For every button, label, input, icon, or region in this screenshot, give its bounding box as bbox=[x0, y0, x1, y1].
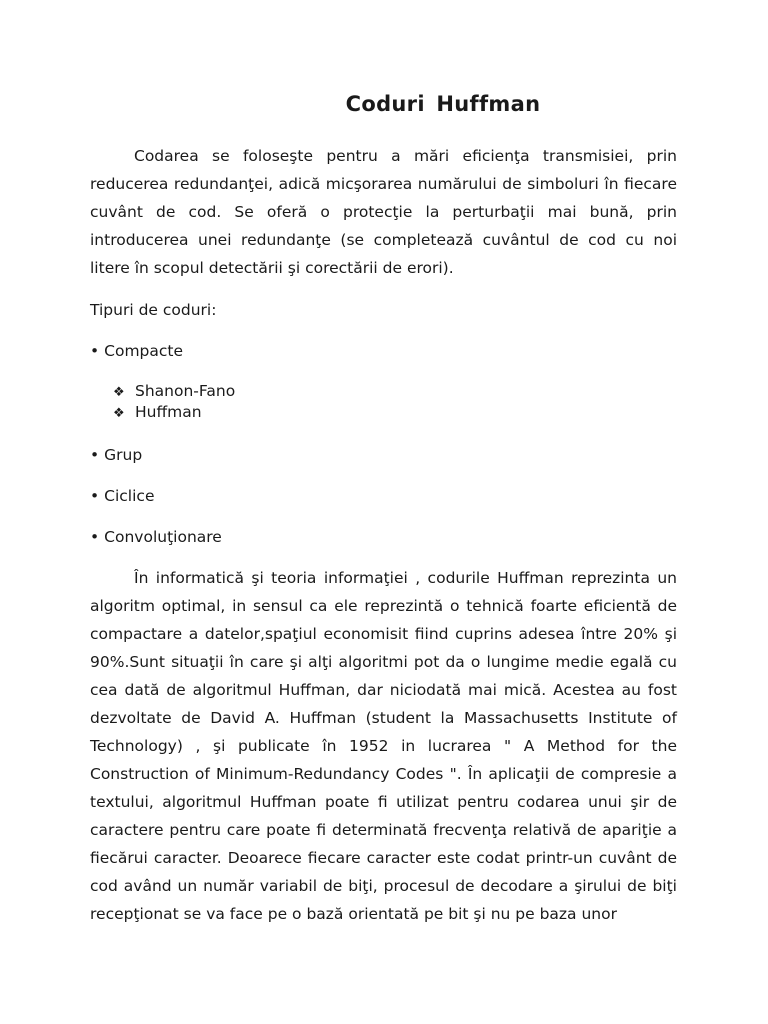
sub-list-item-label: Shanon-Fano bbox=[135, 382, 236, 400]
bullet-icon: • bbox=[90, 528, 100, 546]
diamond-bullet-icon: ❖ bbox=[113, 406, 125, 421]
list-item-label: Grup bbox=[104, 446, 143, 464]
intro-paragraph: Codarea se foloseşte pentru a mări eficienţa transmisiei, prin reducerea redundanţei, adică micşorarea numărului de simboluri în fiecare cuvânt de cod. Se oferă o protecţie la perturbaţii mai bună, prin introducerea unei redundanţe (se completează cuvântul de cod cu noi litere în scopul detectării şi corectării de erori). bbox=[90, 147, 677, 277]
diamond-bullet-icon: ❖ bbox=[113, 385, 125, 400]
list-item-grup bbox=[90, 445, 142, 465]
sub-list-item-shanon-fano bbox=[113, 381, 235, 403]
body-paragraph: În informatică şi teoria informaţiei , codurile Huffman reprezinta un algoritm optimal, in sensul ca ele reprezintă o tehnică foarte eficientă de compactare a datelor,spaţiul economisit fiind cuprins adesea între 20% şi 90%.Sunt situaţii în care şi alţi algoritmi pot da o lungime medie egală cu cea dată de algoritmul Huffman, dar niciodată mai mică. Acestea au fost dezvoltate de David A. Huffman (student la Massachusetts Institute of Technology) , şi publicate în 1952 in lucrarea " A Method for the Construction of Minimum-Redundancy Codes ". În aplicaţii de compresie a textului, algoritmul Huffman poate fi utilizat pentru codarea unui şir de caractere pentru care poate fi determinată frecvenţa relativă de apariţie a fiecărui caracter. Deoarece fiecare caracter este codat printr-un cuvânt de cod având un număr variabil de biţi, procesul de decodare a şirului de biţi recepţionat se va face pe o bază orientată pe bit şi nu pe baza unor bbox=[90, 569, 677, 923]
list-item-label: Ciclice bbox=[104, 487, 155, 505]
sub-list-item-label: Huffman bbox=[135, 403, 202, 421]
types-heading: Tipuri de coduri: bbox=[90, 301, 217, 319]
bullet-icon: • bbox=[90, 487, 100, 505]
list-item-ciclice bbox=[90, 486, 154, 506]
list-item-compacte bbox=[90, 341, 183, 361]
sub-list-item-huffman bbox=[113, 402, 202, 424]
bullet-icon: • bbox=[90, 446, 100, 464]
list-item-label: Compacte bbox=[104, 342, 184, 360]
list-item-label: Convoluţionare bbox=[104, 528, 222, 546]
list-item-convolutionare bbox=[90, 527, 222, 547]
page-title: Coduri Huffman bbox=[345, 92, 541, 116]
bullet-icon: • bbox=[90, 342, 100, 360]
